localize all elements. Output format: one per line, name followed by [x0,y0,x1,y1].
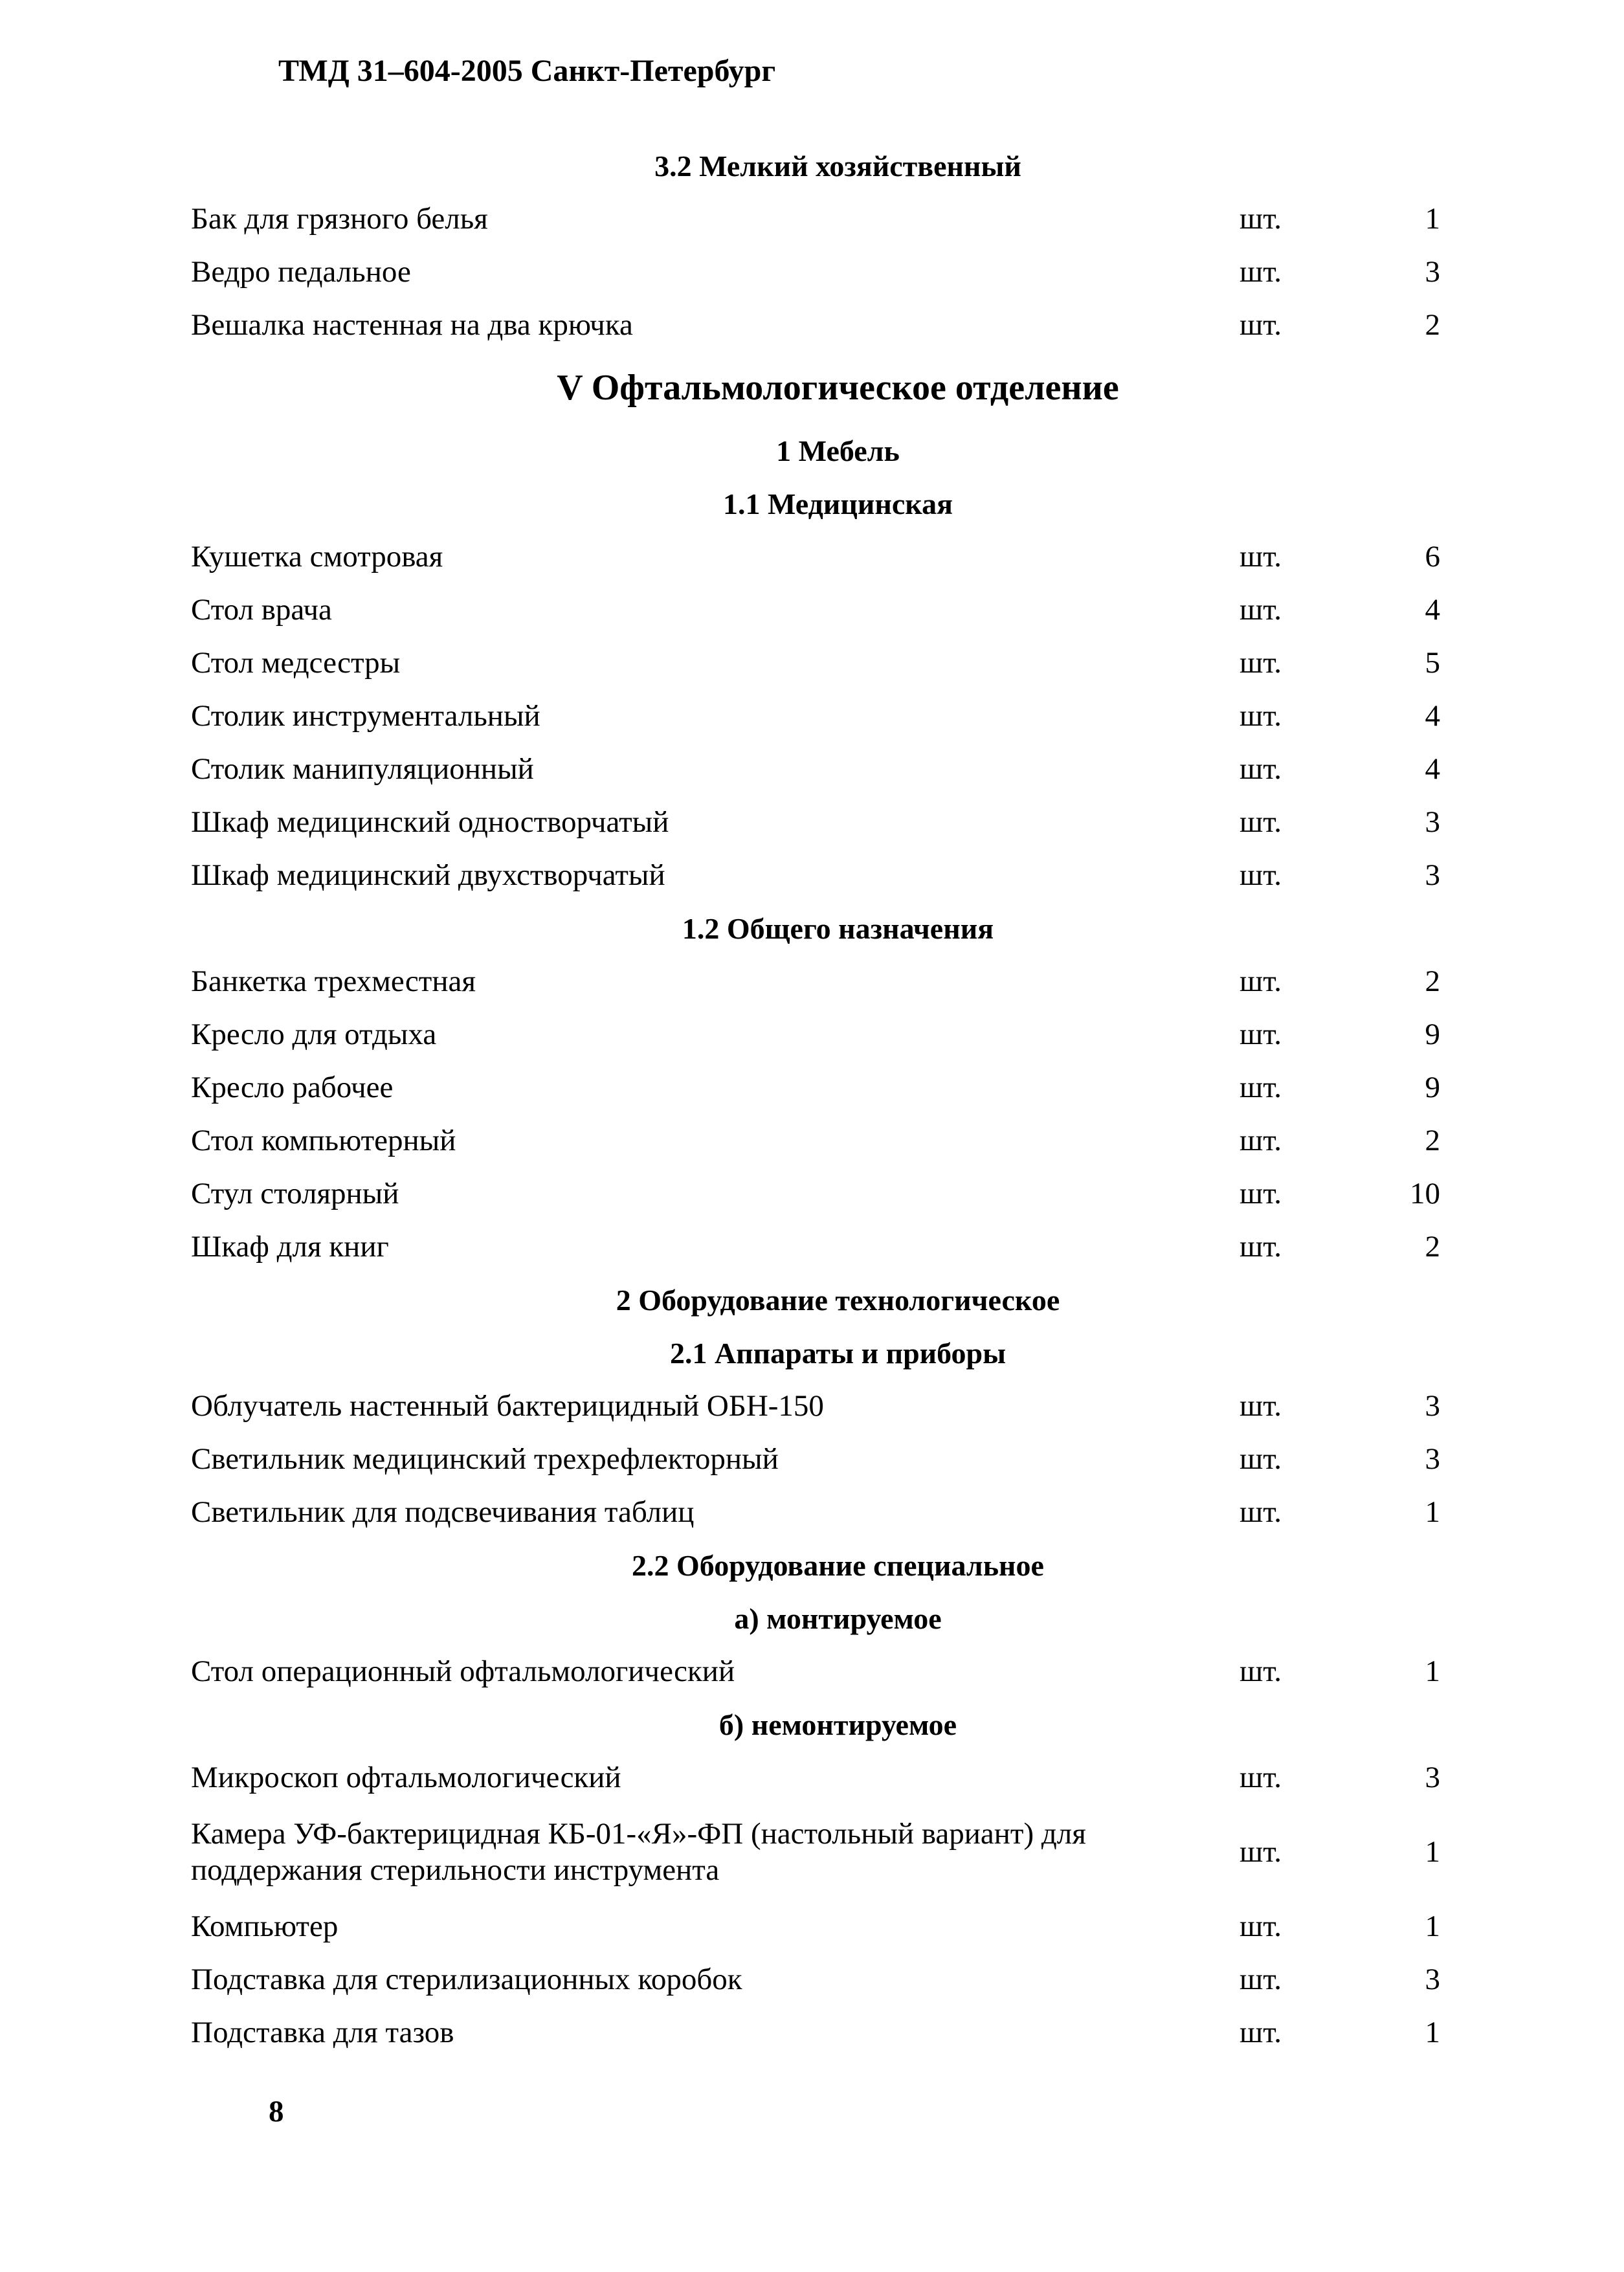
item-unit: шт. [1240,1018,1282,1051]
list-item [0,1953,1624,2006]
item-quantity: 4 [1425,699,1440,733]
item-name: Стол медсестры [191,646,401,680]
item-unit: шт. [1240,1177,1282,1210]
list-item [0,955,1624,1008]
item-quantity: 3 [1425,1761,1440,1794]
item-name: Вешалка настенная на два крючка [191,308,633,342]
item-name: Стол компьютерный [191,1124,456,1157]
item-unit: шт. [1240,699,1282,733]
item-unit: шт. [1240,1442,1282,1476]
list-item [0,849,1624,902]
list-item [0,1645,1624,1698]
item-name: Микроскоп офтальмологический [191,1761,621,1794]
item-quantity: 3 [1425,805,1440,839]
item-quantity: 5 [1425,646,1440,680]
item-name: Бак для грязного белья [191,202,488,236]
list-item [0,1008,1624,1061]
item-name: Стол врача [191,593,332,627]
item-unit: шт. [1240,858,1282,892]
item-unit: шт. [1240,1910,1282,1943]
section-heading: 1 Мебель [776,434,900,467]
item-unit: шт. [1240,1495,1282,1529]
document-header: ТМД 31–604-2005 Санкт-Петербург [278,54,776,88]
list-item [0,689,1624,742]
list-item [0,1379,1624,1432]
list-item [0,2006,1624,2059]
item-unit: шт. [1240,646,1282,680]
list-item [0,636,1624,689]
item-name: Банкетка трехместная [191,964,476,998]
item-quantity: 2 [1425,1124,1440,1157]
list-item [0,1486,1624,1539]
list-item [0,796,1624,849]
section-heading: 1.2 Общего назначения [682,911,994,945]
item-quantity: 1 [1425,1495,1440,1529]
item-name: Стол операционный офтальмологический [191,1654,735,1688]
page-number: 8 [269,2095,284,2128]
item-quantity: 2 [1425,1230,1440,1264]
item-quantity: 1 [1425,202,1440,236]
list-item [0,192,1624,245]
item-quantity: 4 [1425,752,1440,786]
item-name: Компьютер [191,1910,339,1943]
item-quantity: 9 [1425,1018,1440,1051]
item-unit: шт. [1240,752,1282,786]
list-item [0,1167,1624,1220]
item-quantity: 1 [1425,2016,1440,2049]
item-unit: шт. [1240,1761,1282,1794]
list-item [0,1061,1624,1114]
item-quantity: 3 [1425,858,1440,892]
item-name: Подставка для стерилизационных коробок [191,1963,742,1996]
list-item [0,1900,1624,1953]
item-quantity: 3 [1425,1442,1440,1476]
item-quantity: 3 [1425,1963,1440,1996]
section-heading: 3.2 Мелкий хозяйственный [654,149,1021,183]
item-quantity: 2 [1425,964,1440,998]
section-heading: 2.1 Аппараты и приборы [669,1336,1007,1370]
item-unit: шт. [1240,540,1282,574]
list-item [0,1114,1624,1167]
item-unit: шт. [1240,964,1282,998]
item-quantity: 6 [1425,540,1440,574]
item-name: Шкаф медицинский двухстворчатый [191,858,665,892]
item-name: Кушетка смотровая [191,540,443,574]
item-unit: шт. [1240,1963,1282,1996]
item-name: Камера УФ-бактерицидная КБ-01-«Я»-ФП (настольный вариант) для поддержания стерильности инструмента [191,1817,1086,1887]
item-unit: шт. [1240,308,1282,342]
item-name: Столик инструментальный [191,699,540,733]
equipment-list [0,139,1624,2059]
item-quantity: 10 [1410,1177,1440,1210]
item-unit: шт. [1240,2016,1282,2049]
item-quantity: 1 [1425,1835,1440,1869]
item-quantity: 3 [1425,1389,1440,1423]
item-quantity: 2 [1425,308,1440,342]
item-unit: шт. [1240,202,1282,236]
list-item [0,298,1624,351]
item-name: Стул столярный [191,1177,399,1210]
item-quantity: 4 [1425,593,1440,627]
list-item [0,530,1624,583]
section-heading: 2.2 Оборудование специальное [632,1548,1044,1582]
item-name: Ведро педальное [191,255,411,289]
section-heading: а) монтируемое [734,1601,942,1635]
item-name: Облучатель настенный бактерицидный ОБН-150 [191,1389,824,1423]
item-unit: шт. [1240,1835,1282,1869]
item-unit: шт. [1240,1230,1282,1264]
item-name: Кресло рабочее [191,1071,394,1104]
item-unit: шт. [1240,1124,1282,1157]
item-quantity: 9 [1425,1071,1440,1104]
list-item [0,1220,1624,1273]
item-quantity: 1 [1425,1910,1440,1943]
item-name: Подставка для тазов [191,2016,454,2049]
item-quantity: 1 [1425,1654,1440,1688]
section-heading: 1.1 Медицинская [722,487,953,520]
list-item [0,583,1624,636]
item-unit: шт. [1240,255,1282,289]
list-item [0,742,1624,796]
item-name: Столик манипуляционный [191,752,534,786]
item-name: Шкаф для книг [191,1230,389,1264]
list-item [0,245,1624,298]
item-unit: шт. [1240,1654,1282,1688]
item-unit: шт. [1240,593,1282,627]
department-heading: V Офтальмологическое отделение [557,368,1119,408]
item-name: Светильник медицинский трехрефлекторный [191,1442,779,1476]
section-heading: б) немонтируемое [718,1708,957,1741]
list-item [0,1804,1624,1900]
item-name: Кресло для отдыха [191,1018,437,1051]
section-heading: 2 Оборудование технологическое [616,1283,1060,1317]
item-unit: шт. [1240,1071,1282,1104]
list-item [0,1432,1624,1486]
item-quantity: 3 [1425,255,1440,289]
item-unit: шт. [1240,1389,1282,1423]
item-name: Светильник для подсвечивания таблиц [191,1495,695,1529]
list-item [0,1751,1624,1804]
item-name: Шкаф медицинский одностворчатый [191,805,669,839]
item-unit: шт. [1240,805,1282,839]
